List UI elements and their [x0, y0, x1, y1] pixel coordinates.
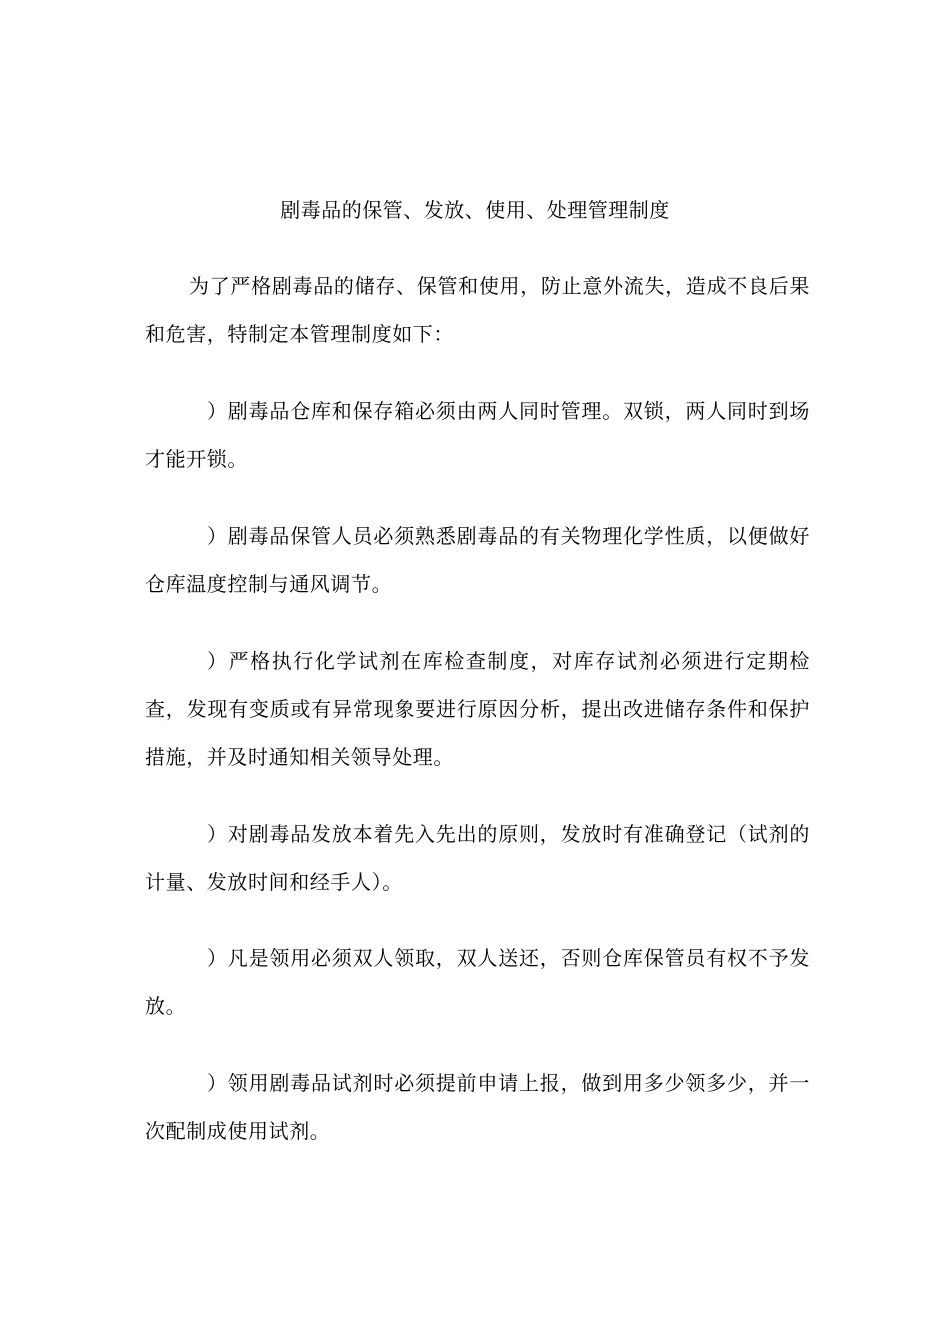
rule-item-5: ）凡是领用必须双人领取，双人送还，否则仓库保管员有权不予发放。	[145, 946, 810, 1018]
rule-item-2: ）剧毒品保管人员必须熟悉剧毒品的有关物理化学性质，以便做好仓库温度控制与通风调节。	[145, 524, 810, 596]
intro-paragraph: 为了严格剧毒品的储存、保管和使用，防止意外流失，造成不良后果和危害，特制定本管理制度如下：	[145, 274, 810, 346]
rule-item-6: ）领用剧毒品试剂时必须提前申请上报，做到用多少领多少，并一次配制成使用试剂。	[145, 1071, 810, 1143]
rule-item-3: ）严格执行化学试剂在库检查制度，对库存试剂必须进行定期检查，发现有变质或有异常现象要进行原因分析，提出改进储存条件和保护措施，并及时通知相关领导处理。	[145, 649, 810, 769]
rule-item-1: ）剧毒品仓库和保存箱必须由两人同时管理。双锁，两人同时到场才能开锁。	[145, 399, 810, 471]
rule-item-4: ）对剧毒品发放本着先入先出的原则，发放时有准确登记（试剂的计量、发放时间和经手人）。	[145, 822, 810, 894]
document-title: 剧毒品的保管、发放、使用、处理管理制度	[280, 198, 670, 222]
